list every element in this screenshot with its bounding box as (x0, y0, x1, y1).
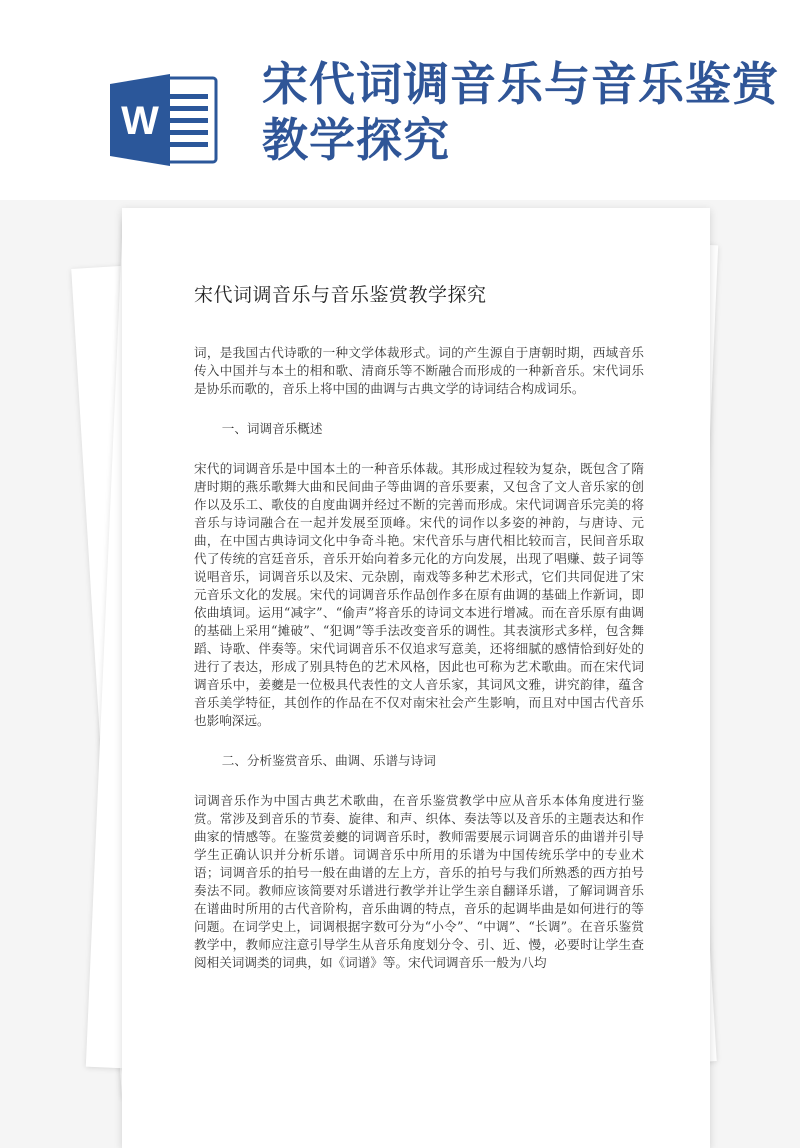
word-icon-letter: W (121, 99, 159, 143)
document-body (194, 344, 644, 972)
document-title: 宋代词调音乐与音乐鉴赏教学探究 (194, 284, 487, 306)
body-paragraph: 词调音乐作为中国古典艺术歌曲，在音乐鉴赏教学中应从音乐本体角度进行鉴赏。常涉及到音乐的节奏、旋律、和声、织体、奏法等以及音乐的主题表达和作曲家的情感等。在鉴赏姜夔的词调音乐时，教师需要展示词调音乐的曲谱并引导学生正确认识并分析乐谱。词调音乐中所用的乐谱为中国传统乐学中的专业术语；词调音乐的拍号一般在曲谱的左上方，音乐的拍号与我们所熟悉的西方拍号奏法不同。教师应该简要对乐谱进行教学并让学生亲自翻译乐谱，了解词调音乐在谱曲时所用的古代音阶构，音乐曲调的特点，音乐的起调毕曲是如何进行的等问题。在词学史上，词调根据字数可分为“小令”、“中调”、“长调”。在音乐鉴赏教学中，教师应注意引导学生从音乐角度划分令、引、近、慢，必要时让学生查阅相关词调类的词典，如《词谱》等。宋代词调音乐一般为八均 (194, 793, 644, 970)
document-page (122, 208, 710, 1148)
section-heading: 一、词调音乐概述 (221, 421, 323, 436)
banner-title: 宋代词调音乐与音乐鉴赏教学探究 (262, 57, 779, 167)
body-paragraph: 宋代的词调音乐是中国本土的一种音乐体裁。其形成过程较为复杂，既包含了隋唐时期的燕乐歌舞大曲和民间曲子等曲调的音乐要素，又包含了文人音乐家的创作以及乐工、歌伎的自度曲调并经过不断的完善而形成。宋代词调音乐完美的将音乐与诗词融合在一起并发展至顶峰。宋代的词作以多姿的神韵，与唐诗、元曲，在中国古典诗词文化中争奇斗艳。宋代音乐与唐代相比较而言，民间音乐取代了传统的宫廷音乐，音乐开始向着多元化的方向发展，出现了唱赚、鼓子词等说唱音乐，词调音乐以及宋、元杂剧，南戏等多种艺术形式，它们共同促进了宋元音乐文化的发展。宋代的词调音乐作品创作多在原有曲调的基础上作新词，即依曲填词。运用“减字”、“偷声”将音乐的诗词文本进行增减。而在音乐原有曲调的基础上采用“摊破”、“犯调”等手法改变音乐的调性。其表演形式多样，包含舞蹈、诗歌、伴奏等。宋代词调音乐不仅追求写意美，还将细腻的感情恰到好处的进行了表达，形成了别具特色的艺术风格，因此也可称为艺术歌曲。而在宋代词调音乐中，姜夔是一位极具代表性的文人音乐家，其词风文雅，讲究韵律，蕴含音乐美学特征，其创作的作品在不仅对南宋社会产生影响，而且对中国古代音乐也影响深远。 (194, 461, 644, 728)
section-heading: 二、分析鉴赏音乐、曲调、乐谱与诗词 (221, 753, 436, 768)
word-document-icon (110, 72, 222, 168)
banner (0, 0, 800, 200)
intro-paragraph: 词，是我国古代诗歌的一种文学体裁形式。词的产生源自于唐朝时期，西域音乐传入中国并与本土的相和歌、清商乐等不断融合而形成的一种新音乐。宋代词乐是协乐而歌的，音乐上将中国的曲调与古典文学的诗词结合构成词乐。 (194, 345, 644, 396)
